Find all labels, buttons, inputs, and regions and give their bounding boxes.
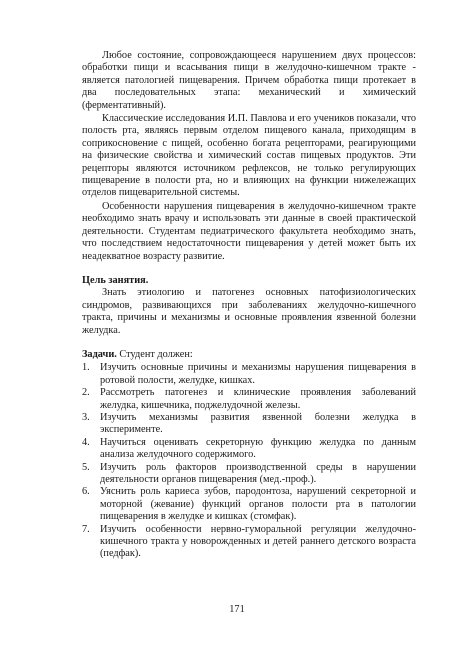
list-item [82, 462, 416, 487]
list-item [82, 362, 416, 387]
tasks-header [82, 349, 416, 361]
intro-paragraph: Любое состояние, сопровождающееся нарушением двух процессов: обработки пищи и всасывания пищи в желудочно-кишечном тракте - является патологией пищеварения. Причем обработка пищи протекает в два последовательных этапа: механический и химический (ферментативный). [82, 50, 416, 111]
tasks-subheading: Студент должен: [116, 348, 193, 360]
intro-paragraph: Классические исследования И.П. Павлова и его учеников показали, что полость рта, являясь первым отделом пищевого канала, приходящим в соприкосновение с пищей, особенно богата рецепторами, реагирующими на физические свойства и химический состав пищевых продуктов. Эти рецепторы являются источником рефлексов, не только регулирующих пищеварение в полости рта, но и влияющих на функции нижележащих отделов пищеварительной системы. [82, 113, 416, 199]
tasks-section [82, 349, 416, 561]
page-content [82, 50, 416, 561]
list-item-number: 4. [82, 436, 90, 448]
list-item [82, 387, 416, 412]
list-item-text: Изучить механизмы развития язвенной болезни желудка в эксперименте. [100, 411, 416, 436]
list-item-text: Уяснить роль кариеса зубов, пародонтоза, нарушений секреторной и моторной (жевание) функций органов полости рта в патологии пищеварения в желудке и кишках (стомфак). [100, 486, 416, 523]
list-item-number: 7. [82, 523, 90, 535]
list-item-text: Рассмотреть патогенез и клинические проявления заболеваний желудка, кишечника, поджелудочной железы. [100, 387, 416, 411]
list-item-text: Изучить основные причины и механизмы нарушения пищеварения в ротовой полости, желудке, кишках. [100, 362, 416, 386]
list-item [82, 524, 416, 561]
list-item-text: Изучить роль факторов производственной среды в нарушении деятельности органов пищеварения (мед.-проф.). [100, 461, 416, 485]
tasks-list [82, 362, 416, 561]
intro-paragraph: Особенности нарушения пищеварения в желудочно-кишечном тракте необходимо знать врачу и использовать эти данные в своей практической деятельности. Студентам педиатрического факультета необходимо знать, что последствием недостаточности пищеварения у детей может быть их неадекватное возрасту развитие. [82, 200, 416, 262]
list-item-number: 3. [82, 411, 90, 423]
goal-section [82, 275, 416, 337]
tasks-heading: Задачи. [82, 348, 117, 360]
list-item-text: Изучить особенности нервно-гуморальной регуляции желудочно-кишечного тракта у новорожденных и детей раннего детского возраста (педфак). [100, 523, 416, 560]
list-item-text: Научиться оценивать секреторную функцию желудка по данным анализа желудочного содержимого. [100, 436, 416, 461]
list-item [82, 486, 416, 523]
list-item-number: 5. [82, 461, 90, 473]
goal-heading: Цель занятия. [82, 274, 149, 286]
list-item-number: 1. [82, 362, 90, 374]
goal-text: Знать этиологию и патогенез основных патофизиологических синдромов, развивающихся при заболеваниях желудочно-кишечного тракта, причины и механизмы и основные проявления язвенной болезни желудка. [82, 287, 416, 336]
list-item [82, 412, 416, 437]
list-item [82, 437, 416, 462]
list-item-number: 2. [82, 387, 90, 399]
page-number: 171 [229, 604, 245, 615]
list-item-number: 6. [82, 486, 90, 498]
